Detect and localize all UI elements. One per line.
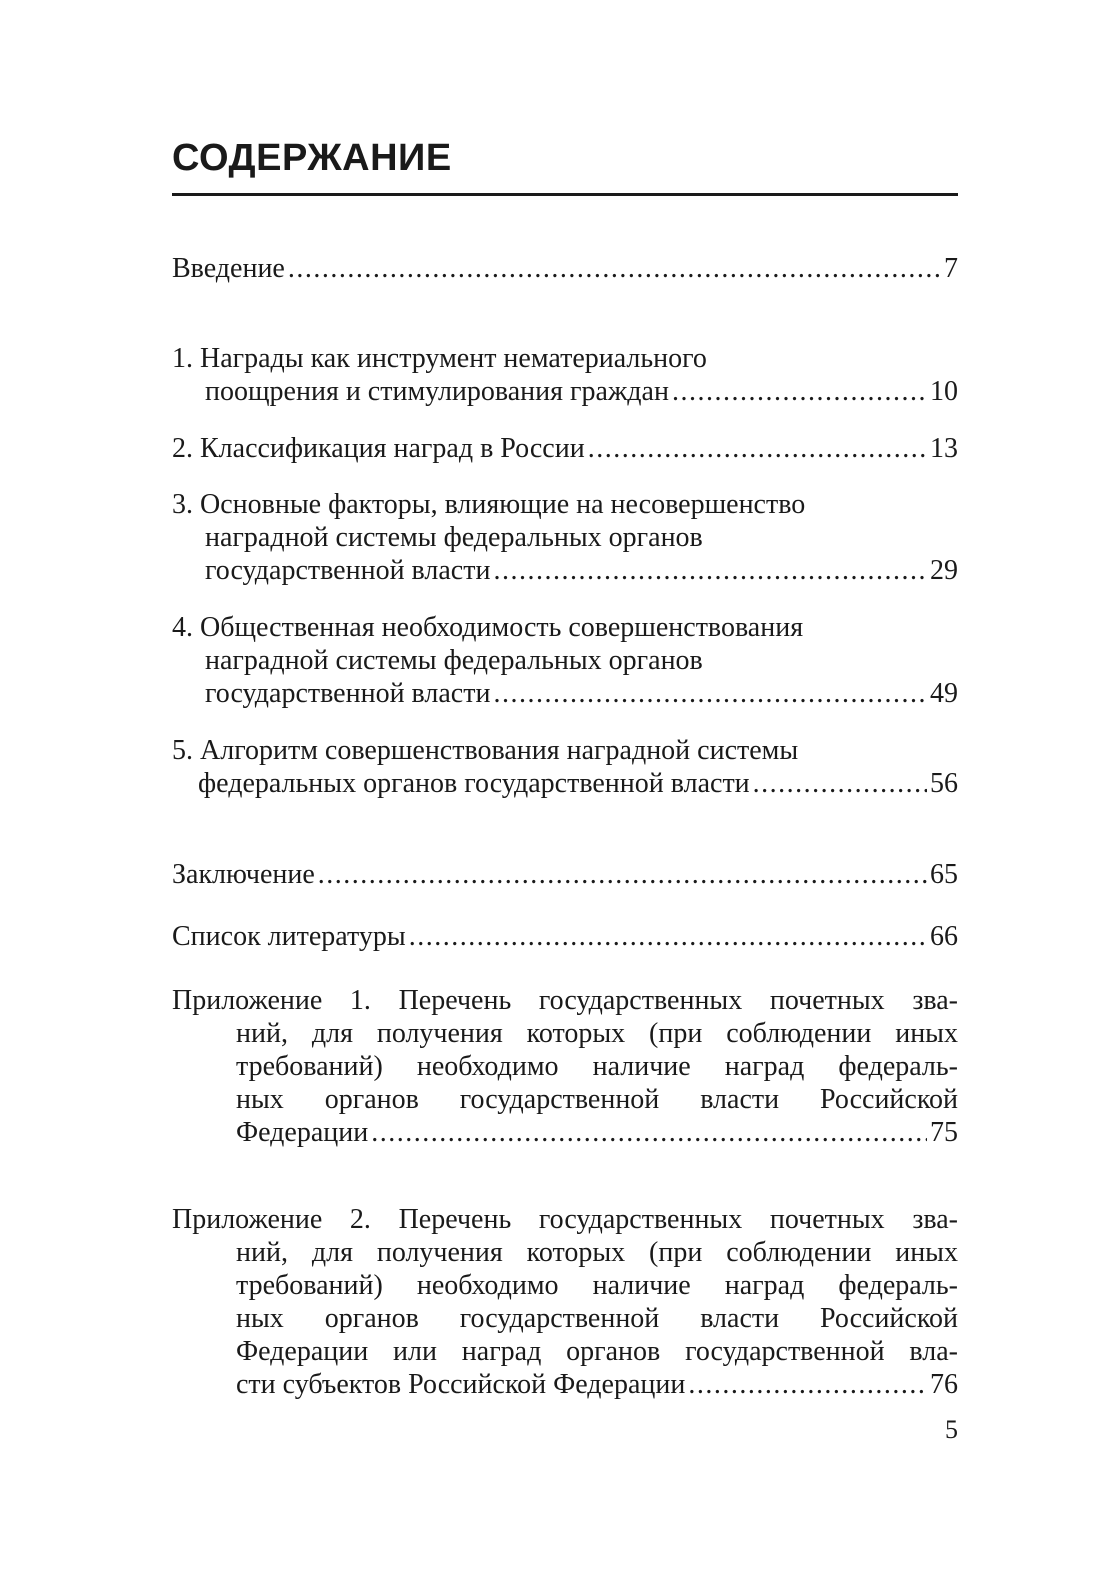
toc-line [172, 858, 958, 891]
page-title: СОДЕРЖАНИЕ [172, 137, 452, 179]
toc-line: Приложение 1. Перечень государственных почетных зва- [172, 985, 958, 1016]
toc-page-number: 13 [930, 433, 958, 464]
toc-entry-title: 2. Классификация наград в России [172, 433, 585, 464]
toc-page-number: 56 [930, 768, 958, 799]
toc-entry-section-1 [172, 342, 958, 408]
toc-entry-appendix-1 [172, 984, 958, 1149]
toc-page-number: 65 [930, 859, 958, 890]
toc-line: наградной системы федеральных органов [205, 522, 703, 553]
toc-entry-title: Федерации [236, 1117, 369, 1148]
toc-line [172, 677, 958, 710]
leader-dots [753, 767, 927, 800]
toc-line: Приложение 2. Перечень государственных почетных зва- [172, 1204, 958, 1235]
toc-line: 5. Алгоритм совершенствования наградной системы [172, 735, 799, 766]
leader-dots [688, 1368, 927, 1401]
toc-entry-title: поощрения и стимулирования граждан [205, 376, 669, 407]
toc-entry-title: Заключение [172, 859, 315, 890]
page-number: 5 [945, 1415, 958, 1444]
toc-line [172, 767, 958, 800]
toc-line [172, 554, 958, 587]
toc-entry-conclusion [172, 858, 958, 891]
toc-entry-section-3 [172, 488, 958, 587]
toc-entry-section-5 [172, 734, 958, 800]
toc-line: 4. Общественная необходимость совершенствования [172, 612, 804, 643]
toc-entry-title: Введение [172, 253, 285, 284]
toc-line [172, 252, 958, 285]
toc-line [172, 1116, 958, 1149]
toc-entry-title: государственной власти [205, 555, 491, 586]
toc-line: ний, для получения которых (при соблюдении иных [236, 1237, 958, 1268]
toc-entry-title: сти субъектов Российской Федерации [236, 1369, 686, 1400]
toc-line [172, 920, 958, 953]
toc-line: 1. Награды как инструмент нематериального [172, 343, 707, 374]
leader-dots [371, 1116, 927, 1149]
toc-entry-literature [172, 920, 958, 953]
toc-page-number: 7 [944, 253, 958, 284]
toc-page-number: 49 [930, 678, 958, 709]
toc-line: 3. Основные факторы, влияющие на несовершенство [172, 489, 806, 520]
toc-line [172, 1368, 958, 1401]
toc-entry-appendix-2 [172, 1203, 958, 1401]
toc-entry-section-2 [172, 432, 958, 465]
title-underline [172, 193, 958, 196]
toc-page-number: 66 [930, 921, 958, 952]
leader-dots [588, 432, 927, 465]
toc-line: ний, для получения которых (при соблюдении иных [236, 1018, 958, 1049]
toc-line: наградной системы федеральных органов [205, 645, 703, 676]
toc-line: ных органов государственной власти Российской [236, 1084, 958, 1115]
toc-entry-title: федеральных органов государственной власти [198, 768, 750, 799]
leader-dots [493, 677, 927, 710]
leader-dots [318, 858, 927, 891]
leader-dots [493, 554, 927, 587]
toc-line: ных органов государственной власти Российской [236, 1303, 958, 1334]
toc-entry-title: Список литературы [172, 921, 406, 952]
toc-line: требований) необходимо наличие наград федераль- [236, 1270, 958, 1301]
toc-line: Федерации или наград органов государственной вла- [236, 1336, 958, 1367]
toc-entry-section-4 [172, 611, 958, 710]
toc-line: требований) необходимо наличие наград федераль- [236, 1051, 958, 1082]
toc-line [172, 375, 958, 408]
toc-line [172, 432, 958, 465]
leader-dots [288, 252, 941, 285]
toc-page-number: 10 [930, 376, 958, 407]
toc-entry-intro [172, 252, 958, 285]
toc-entry-title: государственной власти [205, 678, 491, 709]
leader-dots [672, 375, 927, 408]
toc-page-number: 75 [930, 1117, 958, 1148]
leader-dots [409, 920, 927, 953]
toc-page-number: 29 [930, 555, 958, 586]
toc-page-number: 76 [930, 1369, 958, 1400]
